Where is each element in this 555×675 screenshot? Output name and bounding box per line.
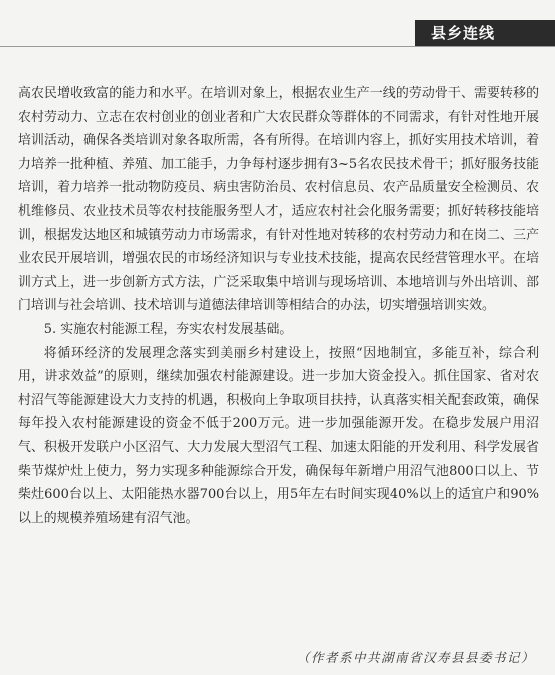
header-divider <box>0 46 555 47</box>
article-body <box>18 82 539 530</box>
paragraph-energy: 将循环经济的发展理念落实到美丽乡村建设上，按照“因地制宜，多能互补，综合利用，讲求效益”的原则，继续加强农村能源建设。进一步加大资金投入。抓住国家、省对农村沼气等能源建设大力支持的机遇，积极向上争取项目扶持，认真落实相关配套政策，确保每年投入农村能源建设的资金不低于200万元。进一步加强能源开发。在稳步发展户用沼气、积极开发联户小区沼气、大力发展大型沼气工程、加速太阳能的开发利用、科学发展省柴节煤炉灶上使力，努力实现多种能源综合开发，确保每年新增户用沼气池800口以上、节柴灶600台以上、太阳能热水器700台以上，用5年左右时间实现40%以上的适宜户和90%以上的规模养殖场建有沼气池。 <box>18 345 539 526</box>
section-header-label: 县乡连线 <box>415 20 555 46</box>
paragraph-training: 高农民增收致富的能力和水平。在培训对象上，根据农业生产一线的劳动骨干、需要转移的农村劳动力、立志在农村创业的创业者和广大农民群众等群体的不同需求，有针对性地开展培训活动，确保各类培训对象各取所需，各有所得。在培训内容上，抓好实用技术培训，着力培养一批种植、养殖、加工能手，力争每村逐步拥有3~5名农民技术骨干；抓好服务技能培训，着力培养一批动物防疫员、病虫害防治员、农村信息员、农产品质量安全检测员、农机维修员、农业技术员等农村技能服务型人才，适应农村社会化服务需要；抓好转移技能培训，根据发达地区和城镇劳动力市场需求，有针对性地对转移的农村劳动力和在岗二、三产业农民开展培训，增强农民的市场经济知识与专业技术技能，提高农民经营管理水平。在培训方式上，进一步创新方式方法，广泛采取集中培训与现场培训、本地培训与外出培训、部门培训与社会培训、技术培训与道德法律培训等相结合的办法，切实增强培训实效。 <box>18 86 539 314</box>
author-byline: （作者系中共湖南省汉寿县县委书记） <box>296 650 535 665</box>
paragraph-heading-energy: 5. 实施农村能源工程，夯实农村发展基础。 <box>43 321 293 337</box>
